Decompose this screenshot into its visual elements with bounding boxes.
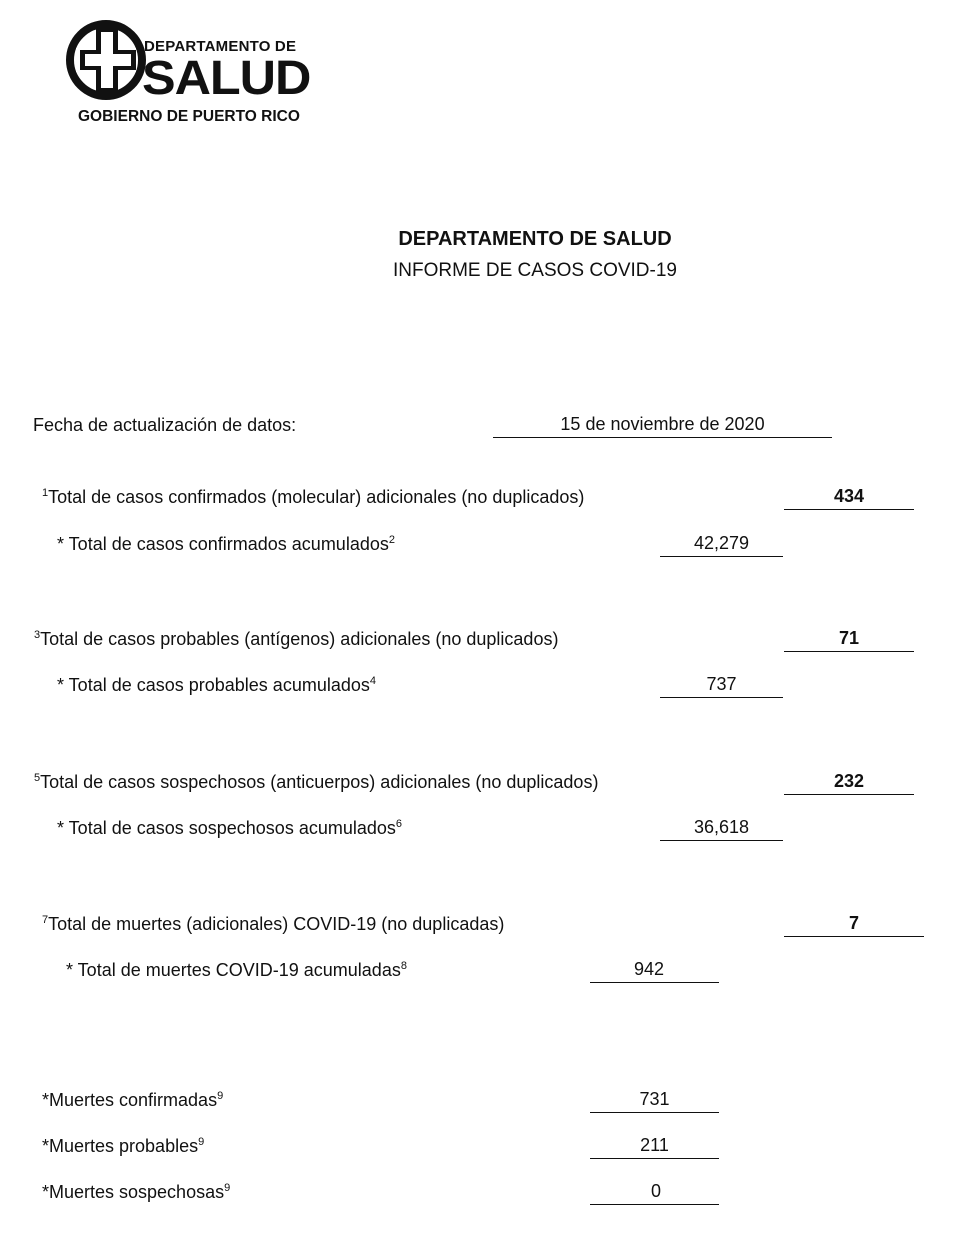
deaths-cumulative-label [66, 959, 407, 981]
update-date-value: 15 de noviembre de 2020 [493, 413, 832, 438]
department-logo [64, 14, 324, 130]
footnote-marker: 9 [217, 1090, 224, 1102]
footnote-marker: 1 [42, 487, 49, 499]
suspected-cumulative-label [57, 817, 402, 839]
deaths-suspected-value: 0 [590, 1180, 719, 1205]
deaths-confirmed-text: *Muertes confirmadas [42, 1090, 218, 1110]
footnote-marker: 9 [198, 1136, 205, 1148]
probable-label-text: Total de casos probables (antígenos) adicionales (no duplicados) [40, 629, 559, 649]
suspected-label-text: Total de casos sospechosos (anticuerpos) adicionales (no duplicados) [40, 772, 599, 792]
footnote-marker: 8 [400, 960, 407, 972]
health-cross-emblem [64, 14, 154, 108]
probable-cumulative-text: * Total de casos probables acumulados [57, 675, 370, 695]
report-title: DEPARTAMENTO DE SALUD [398, 228, 672, 250]
suspected-cumulative-value: 36,618 [660, 816, 783, 841]
confirmed-label [42, 486, 584, 508]
confirmed-label-text: Total de casos confirmados (molecular) adicionales (no duplicados) [48, 487, 585, 507]
footnote-marker: 7 [42, 914, 49, 926]
deaths-cumulative-value: 942 [590, 958, 719, 983]
footnote-marker: 6 [395, 818, 402, 830]
confirmed-cumulative-text: * Total de casos confirmados acumulados [57, 534, 389, 554]
logo-bottom-line: GOBIERNO DE PUERTO RICO [78, 108, 300, 125]
suspected-value: 232 [784, 770, 914, 795]
suspected-cumulative-text: * Total de casos sospechosos acumulados [57, 818, 396, 838]
probable-cumulative-value: 737 [660, 673, 783, 698]
deaths-cumulative-text: * Total de muertes COVID-19 acumuladas [66, 960, 401, 980]
deaths-label [42, 913, 504, 935]
deaths-confirmed-label [42, 1089, 223, 1111]
confirmed-value: 434 [784, 485, 914, 510]
probable-value: 71 [784, 627, 914, 652]
probable-label [34, 628, 558, 650]
footnote-marker: 9 [224, 1182, 231, 1194]
update-date-label: Fecha de actualización de datos: [33, 415, 297, 435]
deaths-suspected-label [42, 1181, 230, 1203]
probable-cumulative-label [57, 674, 376, 696]
deaths-label-text: Total de muertes (adicionales) COVID-19 (no duplicadas) [48, 914, 505, 934]
confirmed-cumulative-label [57, 533, 395, 555]
deaths-probable-value: 211 [590, 1134, 719, 1159]
footnote-marker: 2 [388, 534, 395, 546]
footnote-marker: 3 [34, 629, 41, 641]
deaths-value: 7 [784, 912, 924, 937]
logo-top-line: DEPARTAMENTO DE [144, 38, 297, 55]
footnote-marker: 5 [34, 772, 41, 784]
footnote-marker: 4 [369, 675, 376, 687]
deaths-suspected-text: *Muertes sospechosas [42, 1182, 225, 1202]
confirmed-cumulative-value: 42,279 [660, 532, 783, 557]
report-subtitle: INFORME DE CASOS COVID-19 [393, 260, 677, 281]
deaths-probable-label [42, 1135, 204, 1157]
logo-wordmark: SALUD [142, 52, 311, 105]
deaths-probable-text: *Muertes probables [42, 1136, 199, 1156]
deaths-confirmed-value: 731 [590, 1088, 719, 1113]
suspected-label [34, 771, 598, 793]
